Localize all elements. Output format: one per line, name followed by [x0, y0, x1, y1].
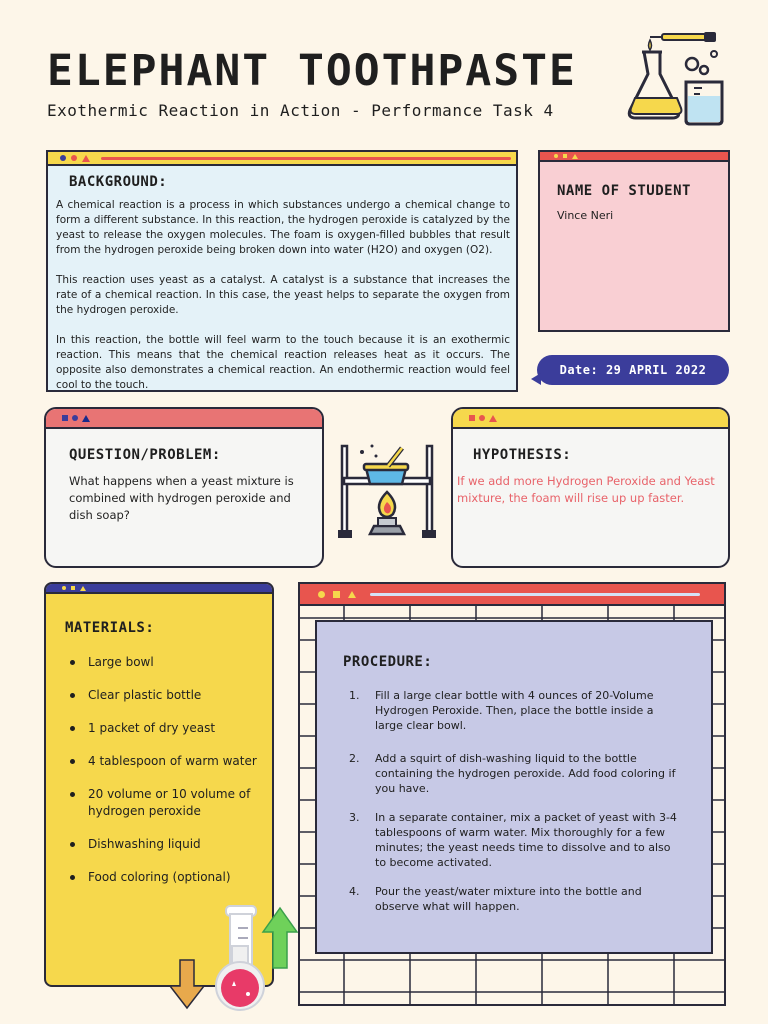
materials-item: 1 packet of dry yeast	[66, 720, 266, 737]
procedure-step	[343, 884, 683, 914]
triangle-icon	[572, 154, 578, 159]
background-paragraph-1: A chemical reaction is a process in which substances undergo a chemical change to form a different substance. In this reaction, the hydrogen peroxide is catalyzed by the yeast to release the oxygen molecules. The foam is oxygen-filled bubbles that result from the hydrogen peroxide being broken down into water (H2O) and oxygen (O2).	[56, 199, 510, 256]
procedure-step-text: In a separate container, mix a packet of yeast with 3-4 tablespoons of warm water. Mix thoroughly for a few minutes; the yeast needs time to dissolve and to also to become activated.	[375, 811, 677, 869]
triangle-icon	[82, 415, 90, 422]
date-badge-tail	[531, 373, 541, 385]
materials-item: 4 tablespoon of warm water	[66, 753, 266, 770]
triangle-icon	[348, 591, 356, 598]
dot-icon	[60, 155, 66, 161]
student-heading: NAME OF STUDENT	[557, 183, 691, 199]
question-titlebar	[46, 409, 322, 429]
student-titlebar	[540, 152, 728, 162]
question-heading: QUESTION/PROBLEM:	[69, 447, 221, 463]
materials-heading: MATERIALS:	[65, 620, 155, 636]
procedure-step-number: 4.	[349, 885, 360, 898]
procedure-step-number: 1.	[349, 689, 360, 702]
materials-item: Clear plastic bottle	[66, 687, 266, 704]
procedure-step-number: 3.	[349, 811, 360, 824]
question-panel	[44, 407, 324, 568]
procedure-step-text: Add a squirt of dish-washing liquid to the bottle containing the hydrogen peroxide. Add food coloring if you have.	[375, 752, 676, 795]
dot-icon	[62, 586, 66, 590]
square-icon	[469, 415, 475, 421]
dot-icon	[71, 155, 77, 161]
student-name: Vince Neri	[557, 209, 614, 222]
procedure-heading: PROCEDURE:	[343, 654, 433, 670]
dot-icon	[554, 154, 558, 158]
hypothesis-titlebar	[453, 409, 728, 429]
materials-item: Large bowl	[66, 654, 266, 671]
square-icon	[333, 591, 340, 598]
lab-arrows-icon	[168, 900, 302, 1020]
materials-item: Dishwashing liquid	[66, 836, 266, 853]
dot-icon	[72, 415, 78, 421]
titlebar-line	[370, 593, 700, 596]
background-panel	[46, 150, 518, 392]
triangle-icon	[82, 155, 90, 162]
background-paragraph-2: This reaction uses yeast as a catalyst. A catalyst is a substance that increases the rate of a chemical reaction. In this case, the yeast helps to separate the oxygen from the hydrogen peroxide.	[56, 274, 510, 316]
bunsen-burner-icon	[336, 442, 440, 542]
page-title: ELEPHANT TOOTHPASTE	[47, 46, 577, 96]
materials-list	[66, 654, 266, 902]
procedure-card	[315, 620, 713, 954]
background-paragraph-3: In this reaction, the bottle will feel warm to the touch because it is an exothermic reaction. This means that the chemical reaction releases heat as it occurs. The opposite also demonstrates a chemical reaction. An endothermic reaction would feel cool to the touch.	[56, 334, 510, 391]
materials-titlebar	[46, 584, 272, 594]
procedure-step-number: 2.	[349, 752, 360, 765]
student-panel	[538, 150, 730, 332]
procedure-list	[343, 688, 683, 928]
background-titlebar	[48, 152, 516, 166]
hypothesis-text: If we add more Hydrogen Peroxide and Yeast mixture, the foam will rise up up faster.	[457, 474, 715, 505]
procedure-step	[343, 688, 683, 733]
titlebar-line	[101, 157, 511, 160]
procedure-step	[343, 751, 683, 796]
square-icon	[563, 154, 567, 158]
flask-beaker-icon	[622, 30, 728, 126]
square-icon	[62, 415, 68, 421]
materials-item: Food coloring (optional)	[66, 869, 266, 886]
procedure-step	[343, 810, 683, 870]
hypothesis-panel	[451, 407, 730, 568]
materials-item: 20 volume or 10 volume of hydrogen peroxide	[66, 786, 266, 820]
procedure-titlebar	[300, 584, 724, 606]
hypothesis-heading: HYPOTHESIS:	[473, 447, 572, 463]
triangle-icon	[489, 415, 497, 422]
date-label: Date: 29 APRIL 2022	[559, 363, 707, 377]
date-badge	[537, 355, 729, 385]
page-subtitle: Exothermic Reaction in Action - Performance Task 4	[47, 101, 554, 120]
triangle-icon	[80, 586, 86, 591]
dot-icon	[479, 415, 485, 421]
square-icon	[71, 586, 75, 590]
background-heading: BACKGROUND:	[69, 174, 168, 190]
procedure-step-text: Pour the yeast/water mixture into the bottle and observe what will happen.	[375, 885, 642, 913]
procedure-panel	[298, 582, 726, 1006]
question-text: What happens when a yeast mixture is combined with hydrogen peroxide and dish soap?	[69, 474, 294, 522]
procedure-step-text: Fill a large clear bottle with 4 ounces of 20-Volume Hydrogen Peroxide. Then, place the bottle inside a large clear bowl.	[375, 689, 654, 732]
dot-icon	[318, 591, 325, 598]
